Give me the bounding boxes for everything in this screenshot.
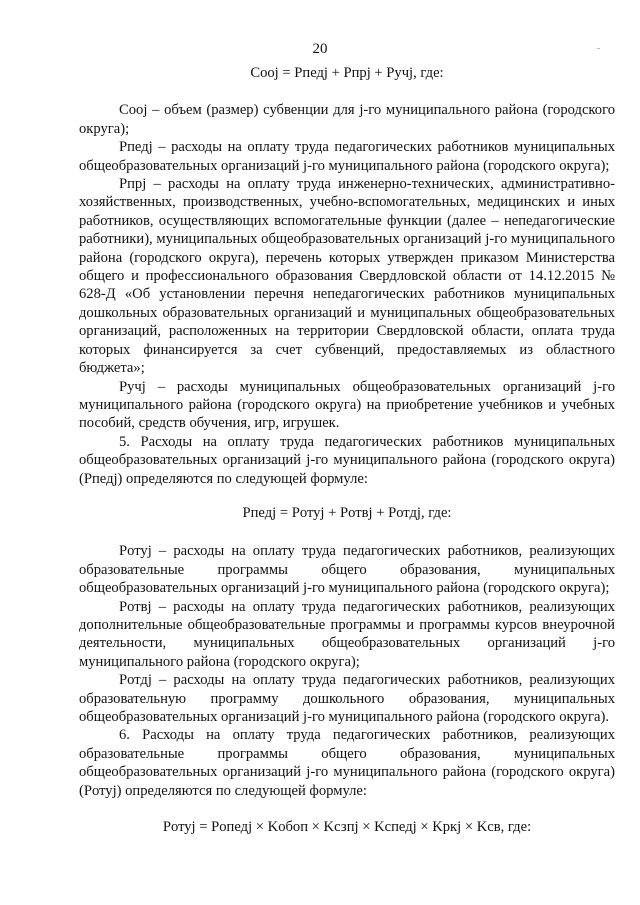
formula-subvention: Cooj = Pпедj + Pпрj + Pучj, где: xyxy=(250,65,444,81)
definition-potu: Pотуj – расходы на оплату труда педагогических работников, реализующих образовательные программы общего образования, муниципальных общеобразовательных организаций j-го муниципального района (городского округа); xyxy=(79,543,615,597)
definition-potv: Pотвj – расходы на оплату труда педагогических работников, реализующих дополнительные общеобразовательные программы и программы курсов внеурочной деятельности, муниципальных общеобразовательных организаций j-го муниципального района (городского округа); xyxy=(79,598,615,670)
definition-pped: Pпедj – расходы на оплату труда педагогических работников муниципальных общеобразовательных организаций j-го муниципального района (городского округа); xyxy=(79,139,615,174)
clause-6: 6. Расходы на оплату труда педагогических работников, реализующих образовательные программы общего образования, муниципальных общеобразовательных организаций j-го муниципального района (городского округа) (Pотуj) определяются по следующей формуле: xyxy=(79,727,615,799)
document-body xyxy=(79,64,615,836)
page-number: 20 xyxy=(312,41,328,57)
definition-puch: Pучj – расходы муниципальных общеобразовательных организаций j-го муниципального района (городского округа) на приобретение учебников и учебных пособий, средств обучения, игр, игрушек. xyxy=(79,378,615,432)
definition-potd: Pотдj – расходы на оплату труда педагогических работников, реализующих образовательную программу дошкольного образования, муниципальных общеобразовательных организаций j-го муниципального района (городского округа). xyxy=(79,672,615,725)
scan-mark xyxy=(597,48,600,49)
formula-ped: Pпедj = Pотуj + Pотвj + Pотдj, где: xyxy=(242,504,452,521)
definition-ppr: Pпрj – расходы на оплату труда инженерно-технических, административно-хозяйственных, производственных, учебно-вспомогательных, медицинских и иных работников, осуществляющих вспомогательные функции (далее – непедагогические работники), муниципальных общеобразовательных организаций j-го муниципального района (городского округа), перечень которых утвержден приказом Министерства общего и профессионального образования Свердловской области от 14.12.2015 № 628-Д «Об установлении перечня непедагогических работников муниципальных дошкольных образовательных организаций и муниципальных общеобразовательных организаций, расположенных на территории Свердловской области, оплата труда которых финансируется за счет субвенций, предоставляемых из областного бюджета»; xyxy=(79,176,615,377)
formula-otu: Pотуj = Pопедj × Kобоп × Kсзпj × Kспедj × Kpкj × Kсв, где: xyxy=(162,819,532,836)
definition-cooj: Cooj – объем (размер) субвенции для j-го муниципального района (городского округа); xyxy=(79,102,615,137)
clause-5: 5. Расходы на оплату труда педагогических работников муниципальных общеобразовательных организаций j-го муниципального района (городского округа) (Pпедj) определяются по следующей формуле: xyxy=(79,433,615,487)
